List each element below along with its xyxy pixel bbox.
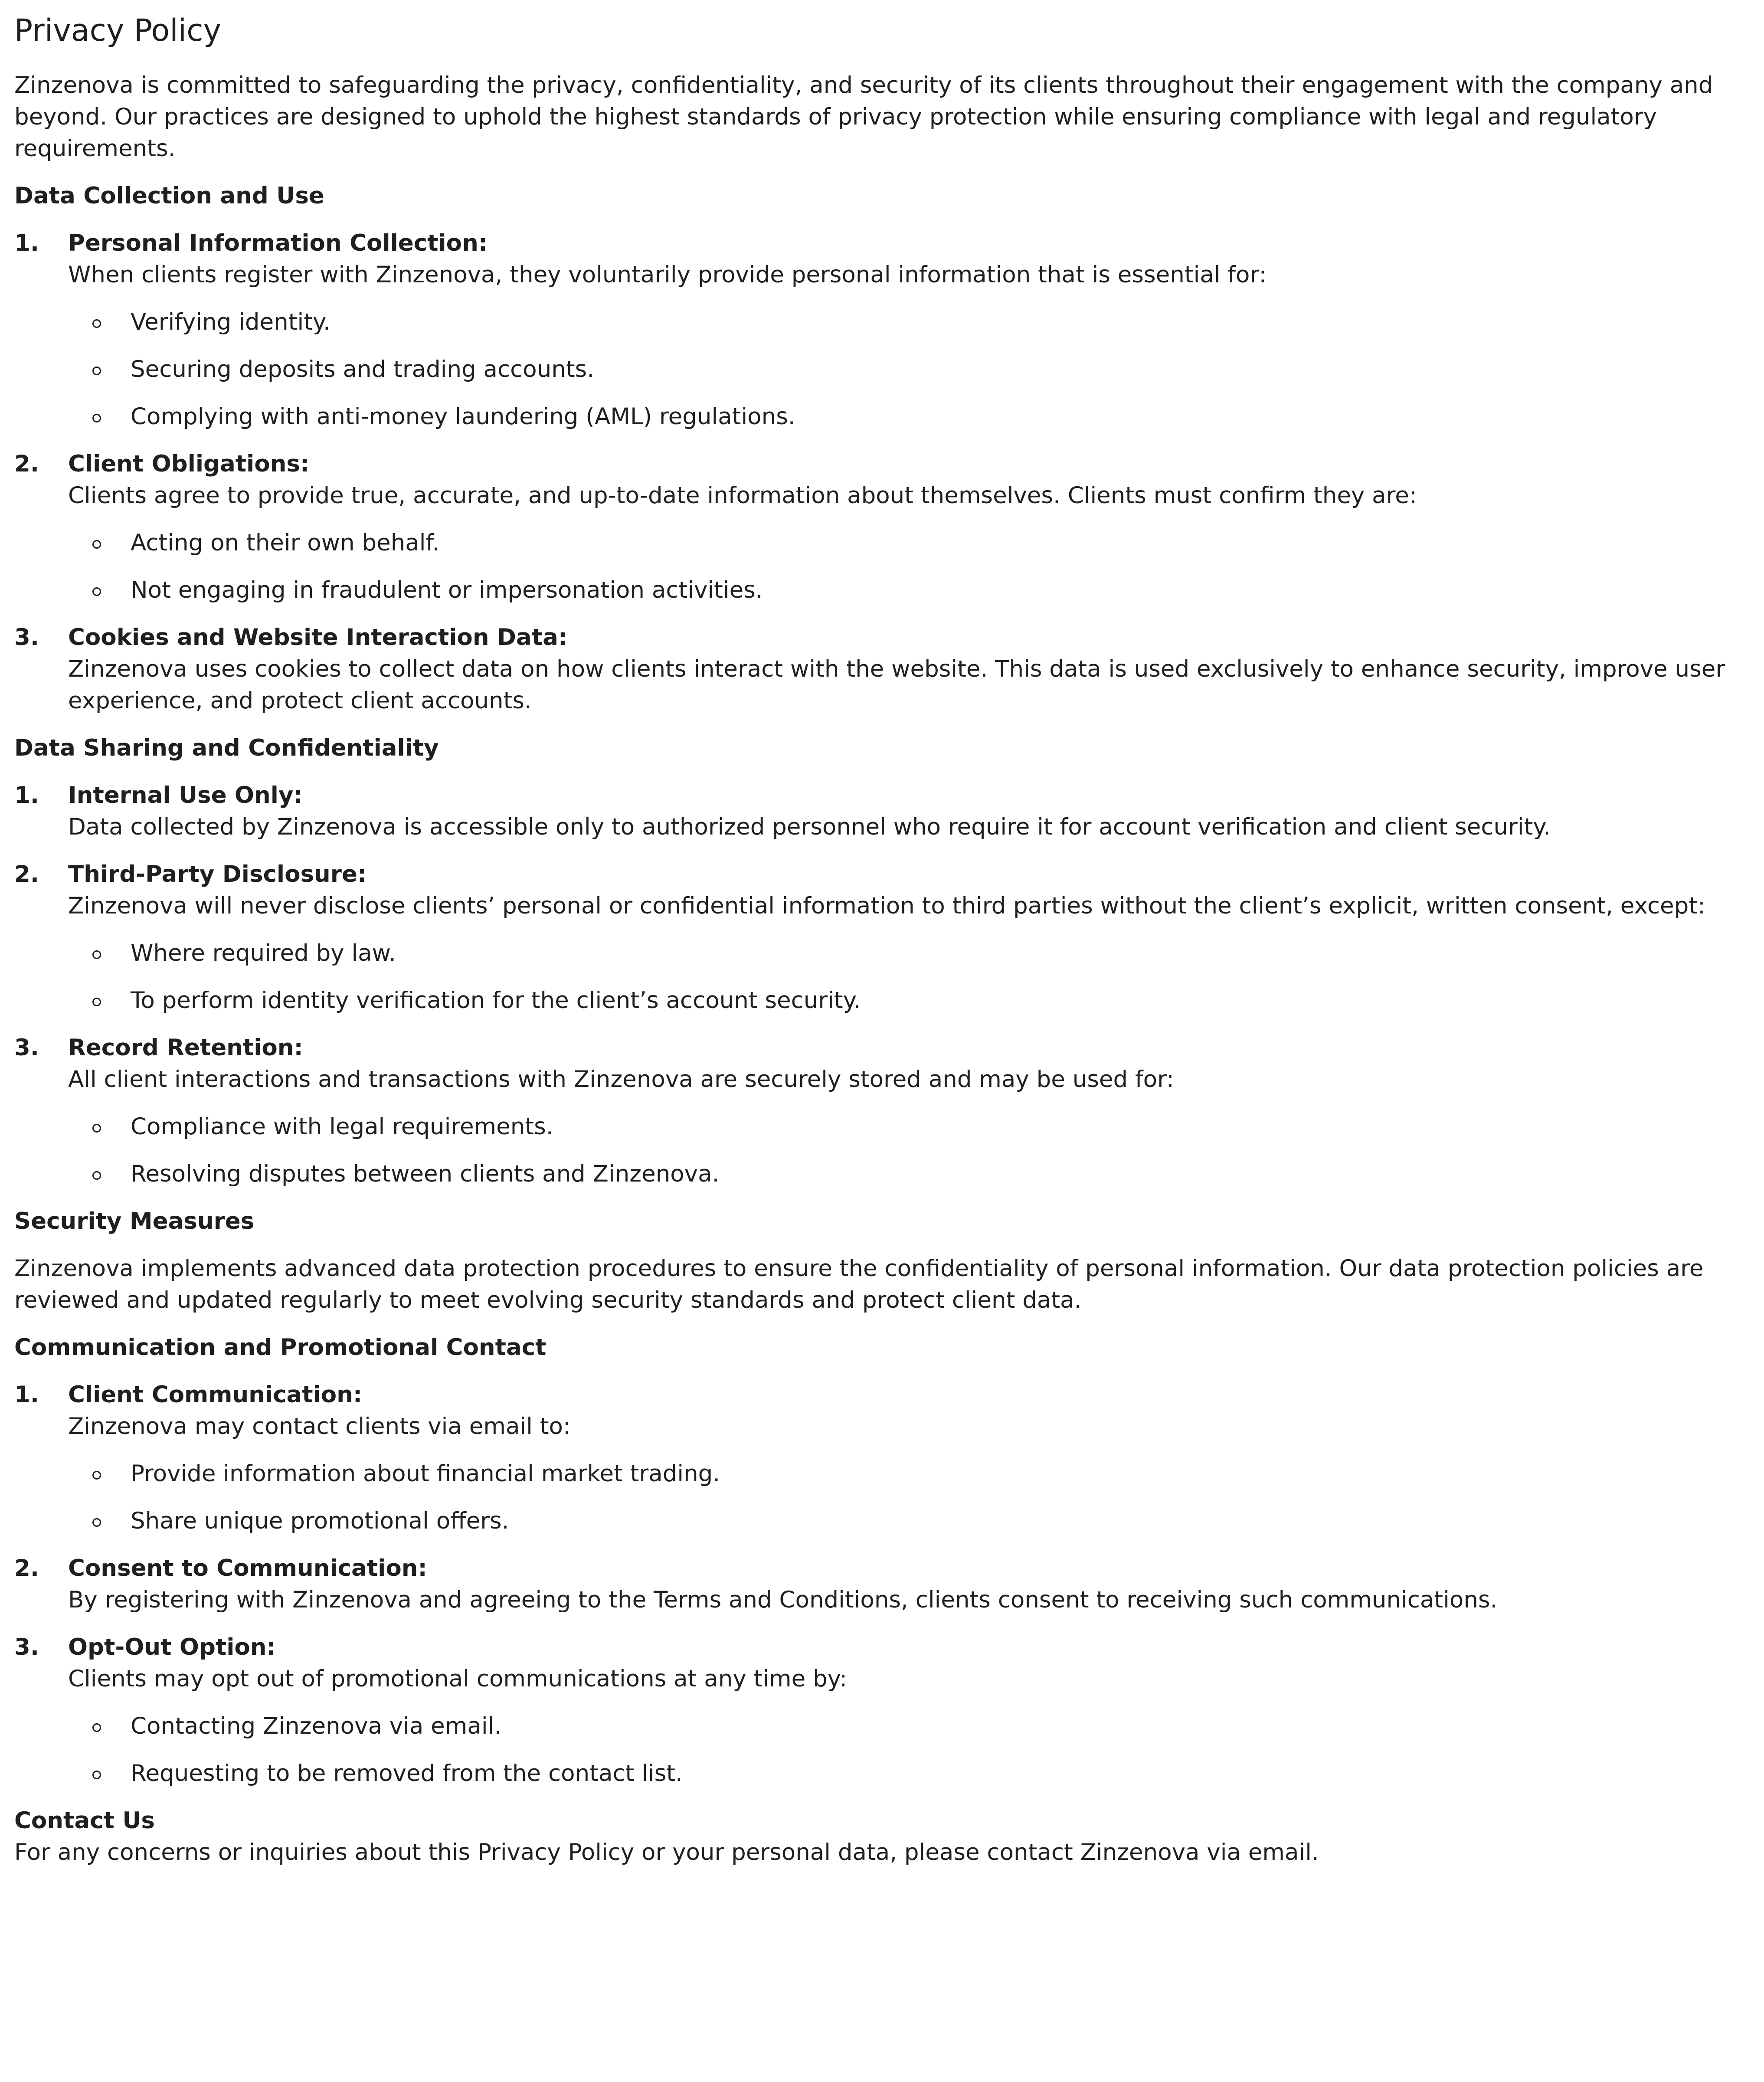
circle-bullet-icon — [92, 367, 101, 375]
bullet-item — [68, 401, 1754, 432]
list-item — [14, 227, 1754, 432]
item-title: Internal Use Only: — [68, 782, 303, 809]
item-number: 1. — [14, 230, 39, 256]
bullet-item — [68, 1111, 1754, 1142]
bullet-text: Verifying identity. — [131, 309, 331, 335]
item-body: Clients agree to provide true, accurate, and up-to-date information about themselves. Clients must confirm they are: — [68, 482, 1417, 509]
bullet-text: Share unique promotional offers. — [131, 1508, 509, 1534]
bullet-text: Not engaging in fraudulent or impersonation activities. — [131, 577, 763, 603]
circle-bullet-icon — [92, 1518, 101, 1527]
circle-bullet-icon — [92, 950, 101, 959]
circle-bullet-icon — [92, 1124, 101, 1133]
list-item — [14, 779, 1754, 843]
bullet-list — [68, 937, 1754, 1016]
item-title: Third-Party Disclosure: — [68, 861, 367, 887]
item-title: Cookies and Website Interaction Data: — [68, 624, 568, 651]
bullet-item — [68, 527, 1754, 559]
item-title: Personal Information Collection: — [68, 230, 488, 256]
bullet-list — [68, 527, 1754, 606]
bullet-list — [68, 306, 1754, 432]
circle-bullet-icon — [92, 1723, 101, 1732]
item-number: 1. — [14, 1381, 39, 1408]
bullet-text: Requesting to be removed from the contact list. — [131, 1760, 683, 1787]
bullet-text: Compliance with legal requirements. — [131, 1113, 553, 1140]
page-title: Privacy Policy — [14, 13, 222, 48]
bullet-list — [68, 1710, 1754, 1789]
section-heading-data-collection: Data Collection and Use — [14, 183, 324, 209]
communication-list — [14, 1379, 1754, 1789]
bullet-item — [68, 1458, 1754, 1489]
bullet-text: Provide information about financial market trading. — [131, 1460, 720, 1487]
item-body: All client interactions and transactions with Zinzenova are securely stored and may be used for: — [68, 1066, 1174, 1093]
bullet-text: Securing deposits and trading accounts. — [131, 356, 595, 383]
item-body: When clients register with Zinzenova, they voluntarily provide personal information that is essential for: — [68, 262, 1267, 288]
section-heading-contact: Contact Us — [14, 1807, 155, 1834]
list-item — [14, 1379, 1754, 1537]
circle-bullet-icon — [92, 1771, 101, 1779]
item-body: Zinzenova will never disclose clients’ personal or confidential information to third parties without the client’s explicit, written consent, except: — [68, 893, 1705, 919]
circle-bullet-icon — [92, 1471, 101, 1480]
item-number: 2. — [14, 1555, 39, 1581]
bullet-item — [68, 1158, 1754, 1190]
security-paragraph: Zinzenova implements advanced data protection procedures to ensure the confidentiality of personal information. Our data protection policies are reviewed and updated regularly to meet evolving security standards and protect client data. — [14, 1255, 1704, 1313]
item-body: Clients may opt out of promotional communications at any time by: — [68, 1666, 848, 1692]
bullet-item — [68, 354, 1754, 385]
bullet-text: Acting on their own behalf. — [131, 530, 440, 556]
item-body: Zinzenova uses cookies to collect data on how clients interact with the website. This data is used exclusively to enhance security, improve user experience, and protect client accounts. — [68, 656, 1725, 714]
item-title: Client Obligations: — [68, 451, 310, 477]
bullet-list — [68, 1458, 1754, 1537]
item-title: Consent to Communication: — [68, 1555, 427, 1581]
item-body: Zinzenova may contact clients via email to: — [68, 1413, 571, 1440]
item-body: By registering with Zinzenova and agreeing to the Terms and Conditions, clients consent to receiving such communications. — [68, 1587, 1498, 1613]
circle-bullet-icon — [92, 587, 101, 596]
bullet-list — [68, 1111, 1754, 1190]
circle-bullet-icon — [92, 414, 101, 422]
bullet-text: Contacting Zinzenova via email. — [131, 1713, 502, 1739]
circle-bullet-icon — [92, 1171, 101, 1180]
item-number: 3. — [14, 1034, 39, 1061]
item-title: Opt-Out Option: — [68, 1634, 276, 1660]
privacy-policy-document — [14, 0, 1754, 1868]
bullet-item — [68, 985, 1754, 1016]
circle-bullet-icon — [92, 319, 101, 328]
item-number: 2. — [14, 451, 39, 477]
bullet-text: Where required by law. — [131, 940, 396, 966]
bullet-text: Resolving disputes between clients and Zinzenova. — [131, 1161, 720, 1187]
list-item — [14, 1552, 1754, 1616]
bullet-text: Complying with anti-money laundering (AML) regulations. — [131, 403, 795, 430]
list-item — [14, 1631, 1754, 1789]
item-title: Client Communication: — [68, 1381, 363, 1408]
list-item — [14, 622, 1754, 717]
section-heading-security: Security Measures — [14, 1208, 255, 1234]
item-number: 3. — [14, 624, 39, 651]
circle-bullet-icon — [92, 998, 101, 1006]
data-collection-list — [14, 227, 1754, 717]
list-item — [14, 448, 1754, 606]
bullet-item — [68, 574, 1754, 606]
section-heading-communication: Communication and Promotional Contact — [14, 1334, 547, 1361]
circle-bullet-icon — [92, 540, 101, 549]
bullet-item — [68, 1710, 1754, 1742]
list-item — [14, 858, 1754, 1016]
section-heading-data-sharing: Data Sharing and Confidentiality — [14, 735, 439, 761]
item-number: 3. — [14, 1634, 39, 1660]
data-sharing-list — [14, 779, 1754, 1190]
bullet-item — [68, 937, 1754, 969]
contact-paragraph: For any concerns or inquiries about this Privacy Policy or your personal data, please contact Zinzenova via email. — [14, 1839, 1319, 1866]
bullet-item — [68, 306, 1754, 338]
bullet-item — [68, 1758, 1754, 1789]
bullet-text: To perform identity verification for the client’s account security. — [131, 987, 861, 1014]
intro-paragraph: Zinzenova is committed to safeguarding the privacy, confidentiality, and security of its clients throughout their engagement with the company and beyond. Our practices are designed to uphold the highest standards of privacy protection while ensuring compliance with legal and regulatory requirements. — [14, 72, 1713, 162]
item-number: 1. — [14, 782, 39, 809]
list-item — [14, 1032, 1754, 1190]
item-number: 2. — [14, 861, 39, 887]
bullet-item — [68, 1505, 1754, 1537]
item-title: Record Retention: — [68, 1034, 303, 1061]
item-body: Data collected by Zinzenova is accessible only to authorized personnel who require it for account verification and client security. — [68, 814, 1551, 840]
